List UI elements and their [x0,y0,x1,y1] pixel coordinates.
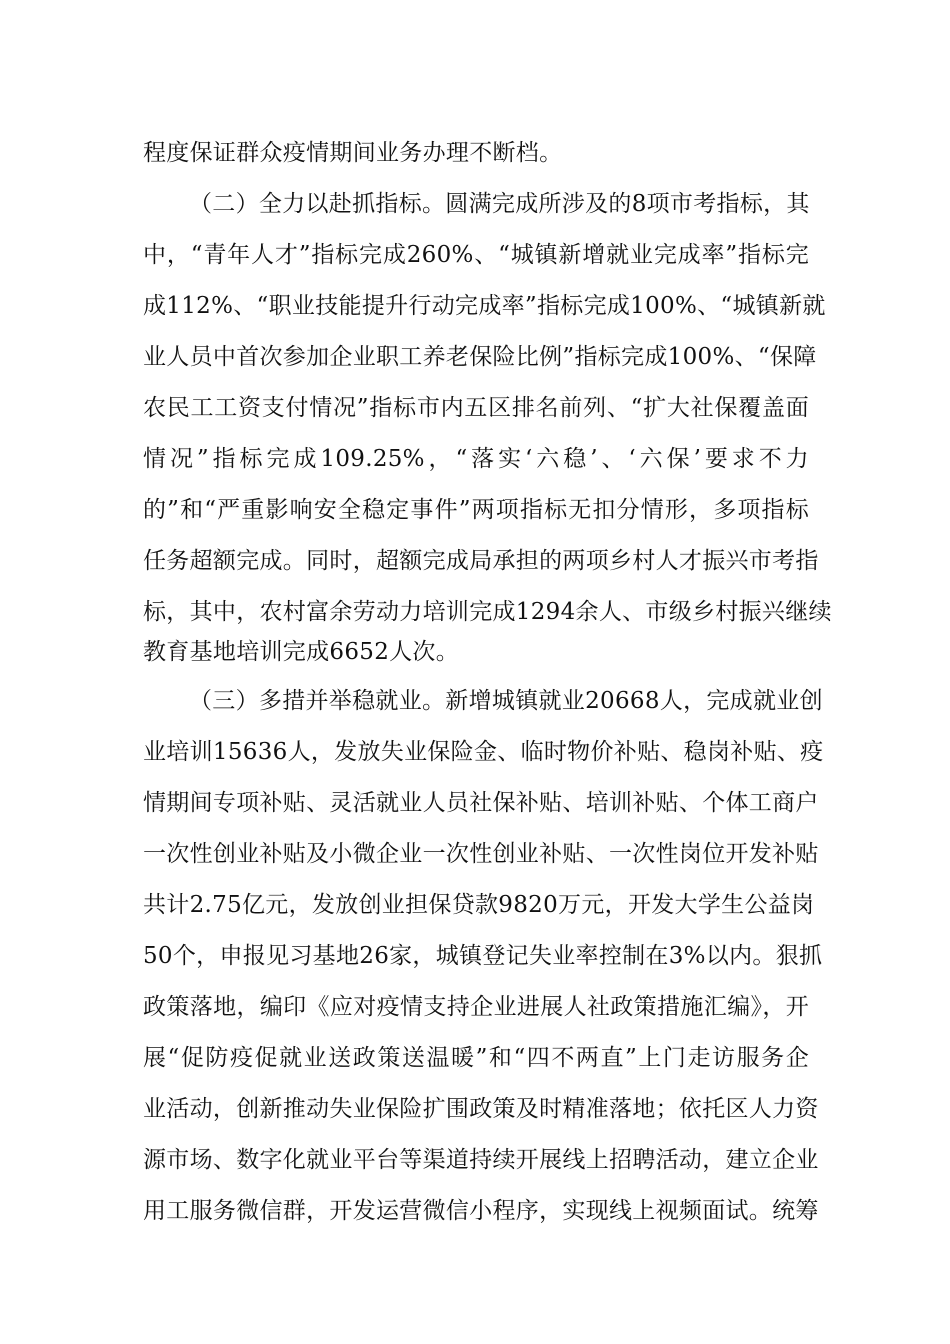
paragraph-heading-line: （三）多措并举稳就业。新增城镇就业20668人，完成就业创 [189,688,823,714]
text-line: 情况”指标完成109.25%，“落实‘六稳’、‘六保’要求不力 [143,446,809,472]
text-line: 成112%、“职业技能提升行动完成率”指标完成100%、“城镇新就 [143,293,826,319]
text-line: 业活动，创新推动失业保险扩围政策及时精准落地；依托区人力资 [143,1096,819,1122]
text-line: 程度保证群众疫情期间业务办理不断档。 [143,140,563,166]
text-line: 用工服务微信群，开发运营微信小程序，实现线上视频面试。统筹 [143,1198,819,1224]
text-line: 教育基地培训完成6652人次。 [143,639,460,665]
text-line: 源市场、数字化就业平台等渠道持续开展线上招聘活动，建立企业 [143,1147,819,1173]
text-line: 共计2.75亿元，发放创业担保贷款9820万元，开发大学生公益岗 [143,892,815,918]
text-line: 政策落地，编印《应对疫情支持企业进展人社政策措施汇编》，开 [143,994,809,1020]
text-line: 一次性创业补贴及小微企业一次性创业补贴、一次性岗位开发补贴 [143,841,819,867]
text-line: 标，其中，农村富余劳动力培训完成1294余人、市级乡村振兴继续 [143,599,832,625]
text-line: 情期间专项补贴、灵活就业人员社保补贴、培训补贴、个体工商户 [143,790,819,816]
text-line: 中，“青年人才”指标完成260%、“城镇新增就业完成率”指标完 [143,242,809,268]
text-line: 50个，申报见习基地26家，城镇登记失业率控制在3%以内。狠抓 [143,943,823,969]
text-line: 业培训15636人，发放失业保险金、临时物价补贴、稳岗补贴、疫 [143,739,824,765]
text-line: 业人员中首次参加企业职工养老保险比例”指标完成100%、“保障 [143,344,817,370]
paragraph-heading-line: （二）全力以赴抓指标。圆满完成所涉及的8项市考指标，其 [189,191,810,217]
text-line: 展“促防疫促就业送政策送温暖”和“四不两直”上门走访服务企 [143,1045,809,1071]
text-line: 的”和“严重影响安全稳定事件”两项指标无扣分情形，多项指标 [143,497,809,523]
text-line: 农民工工资支付情况”指标市内五区排名前列、“扩大社保覆盖面 [143,395,809,421]
text-line: 任务超额完成。同时，超额完成局承担的两项乡村人才振兴市考指 [143,548,819,574]
